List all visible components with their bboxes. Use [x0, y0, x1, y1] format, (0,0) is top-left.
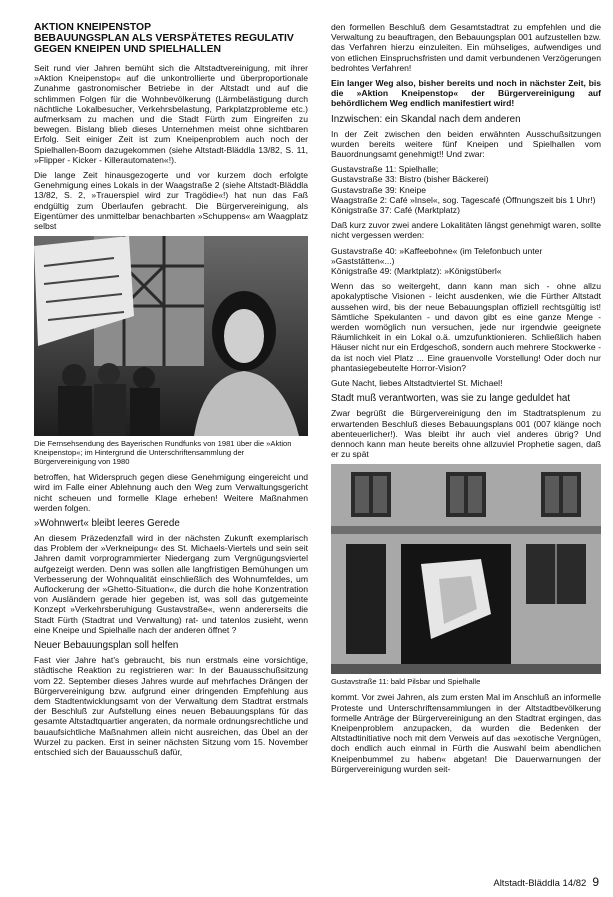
- list-item: Waagstraße 2: Café »Insel«, sog. Tagescafé (Öffnungszeit bis 1 Uhr!): [331, 194, 596, 205]
- paragraph: Fast vier Jahre hat's gebraucht, bis nun erstmals eine vorsichtige, städtische Reaktion zu registrieren war: In der Bauausschußsitzung vom 22. September dieses Jahres wurde auf mehrfaches Drängen der Bürgervereinigung bzw. aufgrund einer dringenden Empfehlung aus dem Stadtentwicklungsamt von der Verwaltung dem Stadtrat erstmals der Beschluß zur Aufstellung eines neuen Bebauungsplans für das gesamte Altstadtquartier angeraten, da normale ordnungsrechtliche und bauaufsichtliche Maßnahmen allein nicht ausreichen, das Übel an der Wurzel zu packen. Erst in seiner nächsten Sitzung vom 15. November entschied sich der Bauausschuß dafür,: [34, 655, 308, 757]
- license-list-2: [331, 246, 601, 277]
- right-column: [331, 22, 601, 779]
- list-item: Gustavstraße 39: Kneipe: [331, 184, 427, 195]
- paragraph: Gute Nacht, liebes Altstadtviertel St. Michael!: [331, 378, 503, 389]
- paragraph: Daß kurz zuvor zwei andere Lokalitäten längst genehmigt waren, sollte nicht vergessen werden:: [331, 220, 601, 241]
- paragraph: Wenn das so weitergeht, dann kann man sich - ohne allzu apokalyptische Visionen - leicht ausdenken, wie die Fürther Altstadt aussehen wird, bis der neue Bebauungsplan offiziell rechtsgültig ist! Sämtliche Spekulanten - und davon gibt es eine ganze Menge - werden womöglich nun versuchen, jede nur irgendwie geeignete Räumlichkeit in ein Lokal o.ä. umzufunktionieren. Schließlich haben Häuser nicht nur ein Erdgeschoß, sondern auch mehrere Stockwerke - da ist noch viel Platz ... Eine grauenvolle Vorstellung! Oder doch nur phantasiegebeutelte Horror-Vision?: [331, 281, 601, 373]
- section-heading: Inzwischen: ein Skandal nach dem anderen: [331, 113, 521, 125]
- paragraph: Ein langer Weg also, bisher bereits und noch in nächster Zeit, bis die »Aktion Kneipenstop« der Bürgervereinigung auf behördlichem Weg endlich manifestiert wird!: [331, 78, 601, 109]
- paragraph: Zwar begrüßt die Bürgervereinigung den im Stadtratsplenum zu erwartenden Beschluß dieses Bebauungsplans 001 (007 klänge noch abenteuerlicher!). Was bleibt ihr auch viel anderes übrig? Und dennoch kann man heute bereits ohne allzuviel Prophetie sagen, daß er zu spät: [331, 408, 601, 460]
- page-footer: [493, 875, 599, 889]
- section-heading: Stadt muß verantworten, was sie zu lange geduldet hat: [331, 393, 571, 405]
- section-heading: »Wohnwert« bleibt leeres Gerede: [34, 518, 180, 530]
- list-item: Gustavstraße 40: »Kaffeebohne« (im Telefonbuch unter »Gaststätten«...): [331, 245, 543, 266]
- photo-caption: Die Fernsehsendung des Bayerischen Rundfunks von 1981 über die »Aktion Kneipenstop«; im Hintergrund die Unterschriftensammlung der Bürgervereinigung von 1980: [34, 439, 292, 467]
- headline-line-2: BEBAUUNGSPLAN ALS VERSPÄTETES REGULATIV GEGEN KNEIPEN UND SPIELHALLEN: [34, 33, 294, 55]
- tv-broadcast-photo-art: [34, 236, 308, 436]
- paragraph: Seit rund vier Jahren bemüht sich die Altstadtvereinigung, mit ihrer »Aktion Kneipenstop« auf die unkontrollierte und überproportionale Zunahme gastronomischer Betriebe in der Altstadt und auf die schlimmen Folgen für die Wohnbevölkerung (Lärmbelästigung durch nächtliche Lokalbesucher, Verkehrsbelastung, Parkplatzprobleme etc.) aufmerksam zu machen und die Stadt Fürth zum Eingreifen zu bewegen. Bislang blieb dieses Unternehmen meist ohne sichtbaren Erfolg. Seit einiger Zeit ist zum Kneipenproblem auch noch der Spielhallen-Boom dazugekommen (siehe Altstadt-Bläddla 13/82, S. 11, »Flipper - Kicker - Killerautomaten«!).: [34, 63, 308, 165]
- gustavstrasse-photo: [331, 464, 601, 674]
- section-heading: Neuer Bebauungsplan soll helfen: [34, 640, 179, 652]
- page-number: 9: [592, 875, 599, 889]
- article-headline: [34, 22, 308, 55]
- paragraph: Die lange Zeit hinausgezogerte und vor kurzem doch erfolgte Genehmigung eines Lokals in der Waagstraße 2 (siehe Altstadt-Bläddla 13/82, S. 2, »Trauerspiel wird zur Tragödie«!) hat nun das Faß endgültig zum Überlaufen gebracht. Die Bürgervereinigung, als Eigentümer des unmittelbar benachbarten »Schuppens« am Waagplatz selbst: [34, 170, 308, 232]
- paragraph: kommt. Vor zwei Jahren, als zum ersten Mal im Anschluß an informelle Proteste und Unterschriftensammlungen in der Altstadtbevölkerung formelle Anträge der Bürgervereinigung an den Stadtrat ergingen, das Kneipenproblem anzupacken, da wurden die Bedenken der Altstadtinitiative noch mit dem Verweis auf das »exotische Vergnügen, doch endlich auch einmal in Fürth die Auswahl beim abendlichen Kneipenbummel zu haben« abgetan! Die Dauerwarnungen der Bürgervereinigung wurden seit-: [331, 692, 601, 774]
- paragraph: betroffen, hat Widerspruch gegen diese Genehmigung eingereicht und wird im Falle einer Ablehnung auch den Weg zum Verwaltungsgericht nicht scheuen und formelle Klage erheben! Weitere Maßnahmen werden folgen.: [34, 472, 308, 513]
- list-item: Königstraße 49: (Marktplatz): »Königstüberl«: [331, 266, 502, 277]
- publication-name: Altstadt-Bläddla 14/82: [493, 878, 587, 889]
- list-item: Königstraße 37: Café (Marktplatz): [331, 205, 460, 216]
- list-item: Gustavstraße 11: Spielhalle;: [331, 164, 439, 175]
- paragraph: den formellen Beschluß dem Gesamtstadtrat zu empfehlen und die Verwaltung zu beauftragen, den Bebauungsplan 001 aufzustellen bzw. das Verfahren hierzu einzuleiten. Ein mühseliges, aufwendiges und von etlichen Einspruchsfristen und damit verbundenen Verzögerungen bedrohtes Verfahren!: [331, 22, 601, 73]
- left-column: [34, 22, 308, 762]
- storefront-photo-art: [331, 464, 601, 674]
- list-item: Gustavstraße 33: Bistro (bisher Bäckerei): [331, 174, 489, 185]
- paragraph: In der Zeit zwischen den beiden erwähnten Ausschußsitzungen wurden bereits weitere fünf Kneipen und Spielhallen vom Bauordnungsamt genehmigt!! Und zwar:: [331, 128, 601, 160]
- headline-line-1: AKTION KNEIPENSTOP: [34, 22, 152, 33]
- photo-caption: Gustavstraße 11: bald Pilsbar und Spielhalle: [331, 677, 481, 687]
- tv-broadcast-photo: [34, 236, 308, 436]
- license-list-1: [331, 164, 601, 215]
- paragraph: An diesem Präzedenzfall wird in der nächsten Zukunft exemplarisch das Problem der »Verkneipung« des St. Michaels-Viertels und sein seit Jahren damit vorprogrammierter Niedergang zum Vergnügungsviertel aufgezeigt werden. Denn was sollen alle langfristigen Bemühungen um Verbesserung der Wohnqualität einschließlich des Wohnumfeldes, um Auflockerung der »Ghetto-Situation«, die durch die hohe Konzentration von Ausländern gerade hier gegeben ist, was soll das gutgemeinte Konzept »Verkehrsberuhigung Gustavstraße«, wenn andererseits die Stadt Fürth (Stadtrat und Verwaltung) rat- und tatenlos zusieht, wenn eine Kneipe und Spielhalle nach der anderen öffnet ?: [34, 533, 308, 635]
